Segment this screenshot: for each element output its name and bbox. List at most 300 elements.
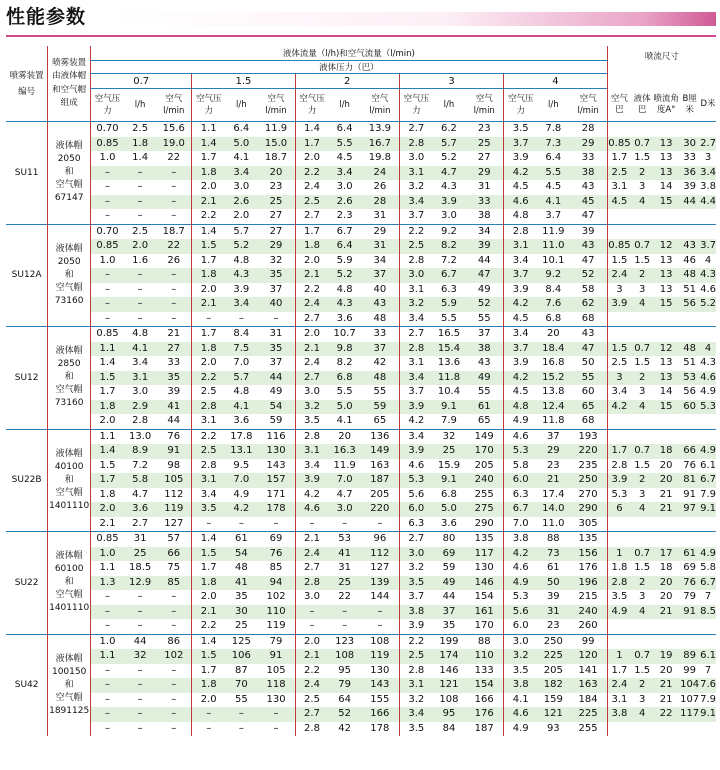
flow-cell: 2.2 — [192, 209, 225, 224]
flow-cell: 59 — [361, 400, 400, 415]
flow-cell: 38 — [477, 210, 491, 222]
flow-cell: 30 — [225, 605, 257, 620]
composition-line: 液体帽 — [55, 243, 83, 254]
flow-cell: 59 — [442, 562, 456, 574]
spray-cell — [631, 327, 653, 342]
flow-cell: 47 — [569, 342, 607, 357]
flow-cell: 1.8 — [192, 342, 225, 357]
flow-cell: 38 — [569, 166, 607, 181]
flow-cell: 205 — [474, 459, 494, 471]
flow-cell: 146 — [439, 664, 459, 676]
flow-cell: 31 — [124, 532, 156, 547]
flow-cell: 15.0 — [258, 137, 296, 152]
flow-cell: 3.7 — [504, 342, 537, 357]
spray-cell: 1.5 — [634, 254, 651, 266]
table-row — [6, 400, 716, 415]
flow-cell: 3.8 — [504, 532, 537, 547]
flow-cell: 0.85 — [91, 532, 124, 547]
flow-cell: 34 — [465, 224, 504, 239]
flow-cell: 3.0 — [399, 547, 432, 562]
flow-cell: 4.6 — [504, 707, 537, 722]
pressure-2: 2 — [295, 74, 399, 89]
flow-cell: 2.4 — [295, 547, 328, 562]
composition-line: 和 — [64, 269, 74, 280]
flow-cell: – — [137, 620, 143, 632]
flow-cell: 4.5 — [336, 152, 353, 164]
flow-cell: 117 — [465, 547, 504, 562]
flow-cell: 4.6 — [295, 502, 328, 517]
spray-cell: 3 — [704, 152, 712, 164]
spray-cell: 2 — [631, 166, 653, 181]
flow-cell: 166 — [474, 693, 494, 705]
flow-cell: 176 — [578, 562, 598, 574]
flow-cell: 6.7 — [504, 502, 537, 517]
spray-cell: 4 — [704, 254, 712, 266]
flow-cell: 220 — [569, 444, 607, 459]
flow-cell: 53 — [328, 532, 360, 547]
table-row — [6, 605, 716, 620]
spray-cell: 4.9 — [700, 444, 716, 459]
flow-cell: 43 — [477, 357, 491, 369]
spray-cell: 12 — [653, 239, 679, 254]
flow-cell: 50 — [537, 576, 569, 591]
flow-cell: 79 — [258, 634, 296, 649]
flow-cell: 3.5 — [399, 722, 432, 737]
flow-cell: 105 — [156, 473, 191, 488]
flow-cell: 196 — [569, 576, 607, 591]
flow-cell: 52 — [569, 268, 607, 283]
flow-cell: 130 — [258, 444, 296, 459]
composition-line: 空气帽 — [55, 590, 83, 601]
flow-cell: 3.1 — [399, 356, 432, 371]
flow-cell: 98 — [167, 459, 181, 471]
spray-cell: 4 — [631, 605, 653, 620]
flow-cell: 31 — [373, 210, 387, 222]
flow-cell: 4.6 — [504, 561, 537, 576]
spray-cell: 1.5 — [634, 152, 651, 164]
spray-cell — [607, 312, 631, 327]
spray-col-header: 空气巴 — [607, 89, 631, 122]
flow-cell: 45 — [569, 195, 607, 210]
flow-cell: 80 — [433, 532, 465, 547]
flow-cell: 1.4 — [132, 152, 149, 164]
flow-cell: 260 — [578, 620, 598, 632]
flow-cell: 220 — [361, 502, 400, 517]
flow-cell: 215 — [578, 591, 598, 603]
flow-cell: – — [124, 297, 156, 312]
flow-cell: 121 — [537, 707, 569, 722]
flow-cell: 7.6 — [537, 297, 569, 312]
title-gradient-bar — [112, 12, 716, 26]
flow-cell: 3.9 — [295, 473, 328, 488]
flow-cell: 4.2 — [295, 488, 328, 503]
air-pressure-col-header: 空气压力 — [399, 89, 432, 122]
flow-cell: 13.8 — [542, 386, 565, 398]
flow-cell: 11.9 — [537, 224, 569, 239]
flow-cell: 2.5 — [399, 239, 432, 254]
spray-cell — [631, 532, 653, 547]
spray-cell: 1.7 — [607, 151, 631, 166]
flow-cell: 3.5 — [192, 502, 225, 517]
flow-cell: – — [295, 605, 328, 620]
flow-cell: – — [137, 210, 143, 222]
flow-cell: 105 — [266, 664, 286, 676]
flow-cell: 33 — [167, 357, 181, 369]
flow-cell: 3.4 — [504, 254, 537, 269]
spray-cell: 1.7 — [607, 444, 631, 459]
spray-cell: 13 — [659, 283, 673, 295]
composition-line: 空气帽 — [55, 282, 83, 293]
flow-cell: 49 — [477, 283, 491, 295]
flow-cell: – — [124, 166, 156, 181]
flow-cell: 2.5 — [124, 224, 156, 239]
flow-cell: 1.3 — [91, 576, 124, 591]
flow-cell: 1.0 — [91, 634, 124, 649]
flow-cell: 1.8 — [91, 488, 124, 503]
spray-col-header: D米 — [700, 89, 716, 122]
flow-cell: 93 — [546, 722, 560, 734]
spray-cell: 15 — [653, 400, 679, 415]
flow-cell: 166 — [361, 707, 400, 722]
flow-cell: 1.8 — [192, 166, 225, 181]
spray-cell — [679, 517, 700, 532]
flow-cell: – — [91, 664, 124, 679]
flow-cell: 69 — [433, 547, 465, 562]
flow-cell: 2.2 — [295, 283, 328, 298]
flow-cell: 68 — [581, 415, 595, 427]
table-row — [6, 590, 716, 605]
spray-cell: 15 — [653, 195, 679, 210]
flow-cell: 19.8 — [368, 152, 391, 164]
flow-cell: – — [171, 210, 177, 222]
flow-cell: – — [137, 693, 143, 705]
flow-cell: 11.8 — [542, 415, 565, 427]
flow-cell: 3.8 — [504, 678, 537, 693]
flow-cell: – — [137, 283, 143, 295]
spray-cell: 21 — [653, 502, 679, 517]
flow-cell: 170 — [465, 444, 504, 459]
flow-cell: 250 — [537, 634, 569, 649]
flow-cell: 41 — [328, 547, 360, 562]
flow-cell: 3.1 — [192, 414, 225, 429]
flow-cell: 108 — [439, 693, 459, 705]
spray-cell: 3.1 — [607, 180, 631, 195]
spray-cell: 2.4 — [607, 678, 631, 693]
spray-cell: 0.7 — [631, 444, 653, 459]
flow-cell: 3.0 — [132, 386, 149, 398]
spray-cell: 15 — [653, 297, 679, 312]
pressure-3: 3 — [399, 74, 503, 89]
spray-cell: 13 — [659, 357, 673, 369]
flow-cell: 9.1 — [433, 473, 465, 488]
flow-cell: 52 — [328, 707, 360, 722]
flow-cell: 163 — [370, 459, 390, 471]
spray-cell — [607, 429, 631, 444]
flow-cell: 2.8 — [192, 459, 225, 474]
spray-cell — [607, 532, 631, 547]
flow-cell: 2.0 — [192, 590, 225, 605]
flow-cell: 123 — [328, 634, 360, 649]
flow-cell: 76 — [258, 547, 296, 562]
air-pressure-col-header: 空气压力 — [504, 89, 537, 122]
flow-cell: 9.2 — [537, 268, 569, 283]
table-row — [6, 137, 716, 152]
air-flow-col-header: 空气l/min — [569, 89, 607, 122]
spray-cell: 51 — [683, 283, 696, 295]
flow-cell: 29 — [361, 224, 400, 239]
flow-cell: 44 — [167, 415, 181, 427]
flow-cell: 44 — [477, 254, 491, 266]
flow-cell: 43 — [569, 327, 607, 342]
spray-cell: 99 — [683, 664, 696, 676]
flow-cell: 47 — [581, 254, 595, 266]
spray-cell: 3.8 — [700, 181, 716, 193]
spray-cell — [653, 224, 679, 239]
table-row — [6, 283, 716, 298]
flow-cell: 43 — [581, 181, 595, 193]
flow-cell: 5.0 — [328, 400, 360, 415]
flow-cell: – — [91, 312, 124, 327]
flow-cell: 1.1 — [91, 342, 124, 357]
spray-col-header: B厘米 — [679, 89, 700, 122]
flow-cell: 18.7 — [156, 224, 191, 239]
flow-cell: 5.3 — [504, 590, 537, 605]
flow-cell: 32 — [433, 429, 465, 444]
flow-cell: 110 — [465, 649, 504, 664]
flow-cell: 1.7 — [192, 254, 225, 269]
flow-cell: 47 — [581, 210, 595, 222]
flow-cell: 2.5 — [295, 693, 328, 708]
flow-cell: 3.0 — [399, 268, 432, 283]
flow-cell: 37 — [269, 283, 283, 295]
spray-cell: 76 — [683, 459, 696, 471]
spray-cell — [631, 517, 653, 532]
flow-cell: 33 — [361, 327, 400, 342]
flow-cell: 34 — [373, 254, 387, 266]
spray-cell: 91 — [683, 488, 696, 500]
flow-cell: – — [156, 605, 191, 620]
flow-cell: 2.5 — [124, 122, 156, 137]
flow-cell: – — [171, 181, 177, 193]
flow-cell: 2.1 — [295, 649, 328, 664]
flow-cell: 3.6 — [124, 502, 156, 517]
flow-cell: 7.0 — [233, 357, 250, 369]
table-row — [6, 180, 716, 195]
spray-cell: 9.1 — [700, 502, 716, 517]
flow-cell: 44 — [442, 591, 456, 603]
flow-cell: 9.8 — [328, 342, 360, 357]
spray-cell — [653, 414, 679, 429]
table-row — [6, 254, 716, 269]
table-body — [6, 122, 716, 737]
flow-cell: 102 — [266, 591, 286, 603]
spray-cell: 117 — [679, 707, 700, 722]
flow-cell: 6.7 — [433, 268, 465, 283]
flow-cell: 2.8 — [192, 400, 225, 415]
spray-cell: 3.9 — [607, 297, 631, 312]
flow-cell: 178 — [370, 722, 390, 734]
flow-cell: 15.2 — [537, 371, 569, 386]
flow-cell: 119 — [361, 649, 400, 664]
flow-cell: 23 — [465, 122, 504, 137]
flow-cell: – — [192, 707, 225, 722]
air-flow-col-header: 空气l/min — [465, 89, 504, 122]
flow-cell: 5.2 — [328, 268, 360, 283]
spray-cell: 3 — [638, 693, 646, 705]
flow-cell: 3.1 — [399, 166, 432, 181]
flow-cell: 3.1 — [124, 371, 156, 386]
flow-cell: – — [91, 590, 124, 605]
flow-cell: 4.8 — [504, 209, 537, 224]
flow-cell: – — [171, 693, 177, 705]
flow-cell: 22 — [338, 591, 351, 603]
flow-cell: 4.2 — [504, 166, 537, 181]
flow-cell: 32 — [269, 254, 283, 266]
flow-cell: 14.0 — [537, 502, 569, 517]
flow-cell: 176 — [465, 707, 504, 722]
spray-cell — [607, 224, 631, 239]
flow-cell: 26 — [373, 181, 387, 193]
flow-cell: 2.5 — [295, 195, 328, 210]
flow-cell: 55 — [569, 371, 607, 386]
flow-cell: 159 — [543, 693, 563, 705]
spray-cell: 6.7 — [700, 576, 716, 591]
flow-cell: 275 — [465, 502, 504, 517]
flow-cell: – — [171, 591, 177, 603]
spray-cell: 4.9 — [607, 605, 631, 620]
flow-cell: 35 — [442, 620, 456, 632]
table-row — [6, 707, 716, 722]
flow-cell: 1.7 — [295, 224, 328, 239]
composition-line: 空气帽 — [55, 692, 83, 703]
flow-cell: 174 — [433, 649, 465, 664]
air-flow-col-header: 空气l/min — [361, 89, 400, 122]
pressure-4: 4 — [504, 74, 607, 89]
spray-cell: 3 — [607, 283, 631, 298]
flow-cell: 170 — [474, 620, 494, 632]
spray-cell: 20 — [653, 473, 679, 488]
flow-cell: 11.0 — [537, 239, 569, 254]
flow-cell: 6.4 — [328, 239, 360, 254]
flow-cell: 8.9 — [124, 444, 156, 459]
spray-col-header: 液体巴 — [631, 89, 653, 122]
pressure-1.5: 1.5 — [192, 74, 295, 89]
composition-line: 60100 — [54, 564, 84, 575]
flow-cell: 99 — [569, 634, 607, 649]
flow-cell: 1.4 — [192, 634, 225, 649]
spray-cell: 2.7 — [700, 137, 716, 152]
spray-cell: 89 — [679, 649, 700, 664]
spray-cell: 3 — [607, 371, 631, 386]
liquid-flow-col-header: l/h — [225, 89, 257, 122]
flow-cell: 4.5 — [504, 312, 537, 327]
spray-cell: 51 — [683, 357, 696, 369]
flow-cell: 7.2 — [441, 254, 457, 266]
flow-cell: 4.1 — [537, 195, 569, 210]
spray-cell: 2 — [631, 473, 653, 488]
flow-cell: 27 — [156, 342, 191, 357]
flow-cell: 1.5 — [91, 371, 124, 386]
table-row — [6, 664, 716, 679]
flow-cell: 0.70 — [91, 224, 124, 239]
flow-cell: 21 — [537, 473, 569, 488]
spray-cell: 5.2 — [700, 297, 716, 312]
flow-cell: 6.4 — [545, 152, 562, 164]
flow-cell: 13.6 — [437, 357, 461, 369]
flow-cell: 3.7 — [504, 268, 537, 283]
flow-cell: – — [377, 620, 383, 632]
flow-cell: 61 — [546, 562, 560, 574]
flow-cell: – — [273, 722, 279, 734]
flow-cell: 2.2 — [295, 166, 328, 181]
flow-cell: 133 — [474, 664, 494, 676]
flow-cell: – — [361, 605, 400, 620]
flow-cell: 1.0 — [91, 547, 124, 562]
spray-cell: 4.3 — [700, 357, 716, 369]
flow-cell: 20 — [537, 327, 569, 342]
flow-cell: 31 — [537, 605, 569, 620]
flow-cell: 38 — [465, 342, 504, 357]
spray-cell — [653, 122, 679, 137]
table-row — [6, 473, 716, 488]
spray-cell: 3.8 — [607, 707, 631, 722]
flow-cell: 1.7 — [192, 561, 225, 576]
table-row — [6, 634, 716, 649]
flow-cell: 5.5 — [537, 166, 569, 181]
flow-cell: 15.9 — [437, 459, 461, 471]
flow-cell: 2.2 — [192, 371, 225, 386]
flow-cell: – — [91, 268, 124, 283]
table-row — [6, 195, 716, 210]
flow-cell: 85 — [269, 562, 283, 574]
flow-cell: 9.1 — [433, 400, 465, 415]
flow-cell: 55 — [373, 386, 387, 398]
flow-cell: 110 — [258, 605, 296, 620]
flow-cell: 2.2 — [192, 429, 225, 444]
spray-cell: 66 — [679, 444, 700, 459]
composition-line: 液体帽 — [55, 448, 83, 459]
flow-cell: 154 — [465, 678, 504, 693]
liquid-flow-col-header: l/h — [433, 89, 465, 122]
flow-cell: 4.9 — [504, 722, 537, 737]
spray-cell — [631, 312, 653, 327]
flow-cell: 2.9 — [124, 400, 156, 415]
flow-cell: 27 — [269, 210, 283, 222]
composition-cell — [48, 634, 91, 736]
flow-cell: 255 — [578, 722, 598, 734]
flow-cell: 1.5 — [192, 649, 225, 664]
spray-cell: 3.9 — [607, 473, 631, 488]
flow-cell: 2.1 — [91, 517, 124, 532]
flow-cell: 6.3 — [504, 488, 537, 503]
table-row — [6, 151, 716, 166]
spray-cell — [631, 414, 653, 429]
flow-cell: 4.3 — [441, 181, 457, 193]
spray-cell: 2 — [631, 576, 653, 591]
flow-cell: 37 — [465, 327, 504, 342]
spray-cell: 21 — [659, 488, 673, 500]
spray-cell — [700, 619, 716, 634]
flow-cell: 3.7 — [399, 590, 432, 605]
flow-cell: 4.2 — [399, 414, 432, 429]
composition-cell — [48, 224, 91, 327]
composition-line: 和 — [64, 474, 74, 485]
spray-cell: 20 — [659, 459, 673, 471]
flow-cell: 3.0 — [441, 210, 457, 222]
table-row — [6, 722, 716, 737]
flow-cell: 79 — [328, 678, 360, 693]
flow-cell: 2.7 — [132, 517, 149, 529]
